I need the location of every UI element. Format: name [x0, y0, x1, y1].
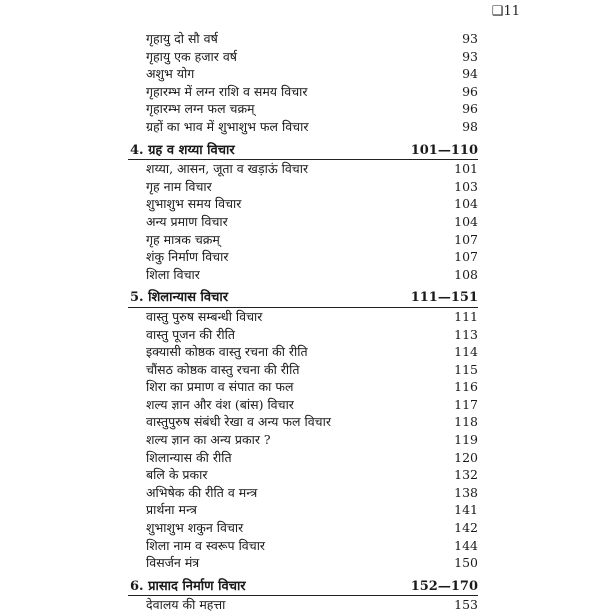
toc-entry [128, 48, 478, 66]
chapter-pages: 101—110 [410, 142, 478, 158]
entry-title: गृहारम्भ लग्न फल चक्रम् [146, 101, 255, 117]
entry-page: 107 [454, 231, 478, 247]
entry-title: शुभाशुभ शकुन विचार [146, 520, 244, 536]
entry-page: 115 [454, 361, 478, 377]
entry-page: 113 [454, 326, 478, 342]
entry-page: 120 [454, 449, 478, 465]
entry-title: वास्तु पुरुष सम्बन्धी विचार [146, 308, 263, 324]
entry-page: 141 [454, 502, 478, 518]
toc-entry [128, 596, 478, 614]
entry-page: 96 [462, 101, 478, 117]
entry-page: 118 [454, 414, 478, 430]
entry-title: गृहायु दो सौ वर्ष [146, 31, 218, 46]
toc-entry [128, 266, 478, 284]
toc-entry [128, 466, 478, 484]
entry-page: 119 [454, 432, 478, 448]
entry-title: अन्य प्रमाण विचार [146, 213, 228, 229]
entry-page: 98 [462, 118, 478, 134]
toc-entry [128, 231, 478, 249]
entry-title: गृहारम्भ में लग्न राशि व समय विचार [146, 83, 308, 99]
toc-entry [128, 118, 478, 136]
chapter-title: 4. ग्रह व शय्या विचार [130, 142, 235, 158]
toc-entry [128, 449, 478, 467]
entry-title: गृहायु एक हजार वर्ष [146, 48, 238, 64]
toc-entry [128, 396, 478, 414]
toc-entry [128, 195, 478, 213]
toc-section-4 [128, 142, 478, 284]
entry-title: शिलान्यास की रीति [146, 449, 232, 465]
entry-title: शंकु निर्माण विचार [146, 249, 229, 265]
entry-title: गृह मात्रक चक्रम् [146, 231, 220, 247]
entry-title: गृह नाम विचार [146, 178, 212, 194]
toc-entry [128, 343, 478, 361]
entry-page: 116 [454, 379, 478, 395]
toc-entry [128, 484, 478, 502]
toc-entry [128, 248, 478, 266]
entry-title: इक्यासी कोष्ठक वास्तु रचना की रीति [146, 344, 308, 360]
toc-entry [128, 65, 478, 83]
toc-entry [128, 361, 478, 379]
toc-entry [128, 413, 478, 431]
toc-entry [128, 431, 478, 449]
chapter-title: 6. प्रासाद निर्माण विचार [130, 578, 246, 594]
toc-entry [128, 537, 478, 555]
entry-page: 142 [454, 520, 478, 536]
toc-section-1 [128, 30, 478, 136]
toc-entry [128, 326, 478, 344]
entry-page: 103 [454, 178, 478, 194]
table-of-contents [128, 30, 478, 614]
toc-entry [128, 554, 478, 572]
toc-entry [128, 160, 478, 178]
entry-title: प्रार्थना मन्त्र [146, 502, 197, 518]
entry-title: वास्तुपुरुष संबंधी रेखा व अन्य फल विचार [146, 414, 331, 430]
entry-title: शय्या, आसन, जूता व खड़ाऊं विचार [146, 161, 309, 177]
entry-title: शल्य ज्ञान का अन्य प्रकार ? [146, 432, 271, 448]
page-marker: ❑11 [491, 4, 520, 19]
toc-entry [128, 308, 478, 326]
chapter-heading [128, 578, 478, 596]
entry-title: शल्य ज्ञान और वंश (बांस) विचार [146, 396, 294, 412]
entry-title: शिला नाम व स्वरूप विचार [146, 537, 266, 553]
entry-title: शिला विचार [146, 266, 200, 282]
entry-page: 107 [454, 249, 478, 265]
entry-page: 114 [454, 344, 478, 360]
entry-page: 94 [462, 66, 478, 82]
toc-entry [128, 178, 478, 196]
chapter-pages: 111—151 [410, 290, 478, 306]
entry-title: शुभाशुभ समय विचार [146, 196, 242, 212]
toc-section-6 [128, 578, 478, 614]
toc-entry [128, 378, 478, 396]
entry-title: बलि के प्रकार [146, 467, 208, 483]
entry-page: 104 [454, 213, 478, 229]
entry-title: वास्तु पूजन की रीति [146, 326, 235, 342]
entry-title: अभिषेक की रीति व मन्त्र [146, 484, 258, 500]
entry-page: 96 [462, 83, 478, 99]
entry-page: 150 [454, 555, 478, 571]
entry-title: अशुभ योग [146, 66, 195, 82]
toc-entry [128, 501, 478, 519]
entry-page: 108 [454, 266, 478, 282]
toc-entry [128, 30, 478, 48]
entry-page: 104 [454, 196, 478, 212]
entry-page: 132 [454, 467, 478, 483]
toc-entry [128, 213, 478, 231]
entry-title: शिरा का प्रमाण व संपात का फल [146, 379, 294, 395]
chapter-heading [128, 142, 478, 160]
entry-page: 93 [462, 31, 478, 46]
chapter-heading [128, 289, 478, 307]
entry-page: 117 [454, 396, 478, 412]
toc-section-5 [128, 289, 478, 572]
entry-title: ग्रहों का भाव में शुभाशुभ फल विचार [146, 118, 309, 134]
toc-entry [128, 83, 478, 101]
entry-page: 101 [454, 161, 478, 177]
toc-entry [128, 100, 478, 118]
chapter-title: 5. शिलान्यास विचार [130, 290, 229, 306]
entry-page: 153 [454, 597, 478, 613]
entry-title: चौंसठ कोष्ठक वास्तु रचना की रीति [146, 361, 300, 377]
toc-entry [128, 519, 478, 537]
entry-page: 138 [454, 484, 478, 500]
chapter-pages: 152—170 [410, 578, 478, 594]
entry-page: 144 [454, 537, 478, 553]
entry-title: विसर्जन मंत्र [146, 555, 200, 571]
entry-page: 111 [454, 308, 478, 324]
entry-page: 93 [462, 48, 478, 64]
entry-title: देवालय की महत्ता [146, 597, 226, 613]
